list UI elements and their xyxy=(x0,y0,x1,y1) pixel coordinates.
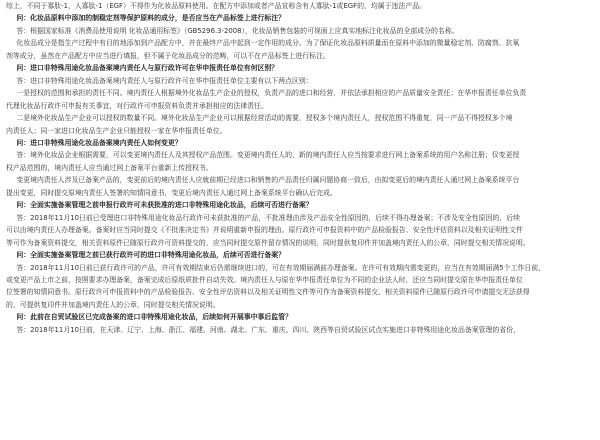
answer-line: 答：2018年11月10日前已受理进口非特殊用途化妆品行政许可未获批准的产品，不批准理由涉及产品安全性原因的，后续不得办理备案；不涉及安全性原因的，后续 xyxy=(16,213,520,222)
answer-line: 剂等成分，虽然在产品配方中应当进行填报，但不属于化妆品成分的范畴，可以不在产品标签上进行标注。 xyxy=(6,51,330,60)
answer-line: 位签署的知情同意书。原行政许可申报资料中的产品检验报告、安全性评估资料以及相关证明性文件等可作为备案资料提交，相关资料原件已随原行政许可申请提交无法获得 xyxy=(6,288,530,297)
question-line: 问：全面实施备案管理之前已获行政许可的进口非特殊用途化妆品，后续可否进行备案？ xyxy=(16,251,286,260)
answer-line: 或变更产品上市之前，按照要求办理备案，备案完成后原纸质批件自动失效。境内责任人与原在华申报责任单位为不同的企业法人时，还应当同时提交原在华申报责任单位 xyxy=(6,275,523,284)
question-line: 问：进口非特殊用途化妆品备案境内责任人如何变更？ xyxy=(16,138,182,147)
answer-line: 变更境内责任人涉及已备案产品的，变更前后的境内责任人应就前期已经进口和销售的产品责任归属问题协商一致后，由拟变更后的境内责任人通过网上备案系统平台 xyxy=(16,176,520,185)
answer-line: 答：进口非特殊用途化妆品备案境内责任人与原行政许可在华申报责任单位主要有以下两点区别： xyxy=(16,76,313,85)
answer-line: 化妆品成分是指生产过程中有目的地添加到产品配方中，并在最终产品中起到一定作用的成分。为了保证化妆品原料质量而在原料中添加的微量稳定剂、防腐剂、抗氧 xyxy=(16,39,520,48)
answer-line: 答：根据国家标准《消费品使用说明 化妆品通用标签》（GB5296.3-2008），化妆品销售包装的可视面上应真实地标注化妆品的全部成分的名称。 xyxy=(16,26,459,35)
answer-line: 一是授权的范围和承担的责任不同。境内责任人根据境外化妆品生产企业的授权，负责产品的进口和经营，并依法承担相应的产品质量安全责任；在华申报责任单位负责 xyxy=(16,89,527,98)
answer-line: 综上，不同于寡肽-1，人寡肽-1（EGF）不得作为化妆品原料使用。在配方中添加或者产品宣称含有人寡肽-1或EGF的，均属于违法产品。 xyxy=(6,2,427,10)
answer-line: 二是境外化妆品生产企业可以授权的数量不同。境外化妆品生产企业可以根据经营活动的需要，授权多个境内责任人，授权范围不得重复，同一产品不得授权多个境 xyxy=(16,114,513,123)
question-line: 问：全面实施备案管理之前申报行政许可未获批准的进口非特殊用途化妆品，后续可否进行备案？ xyxy=(16,201,313,210)
answer-line: 提出变更，同时提交原境内责任人签署的知情同意书，变更后境内责任人通过网上备案系统平台确认后完成。 xyxy=(6,188,337,197)
question-line: 问：此前在自贸试验区已完成备案的进口非特殊用途化妆品，后续如何开展事中事后监管？ xyxy=(16,313,292,322)
answer-line: 可以由境内责任人办理备案。备案时应当同时提交《不批准决定书》并说明重新申报的理由。原行政许可申报资料中的产品检验报告、安全性评估资料以及相关证明性文件 xyxy=(6,226,523,235)
answer-line: 权产品范围的，境内责任人应当通过网上备案平台重新上传授权书。 xyxy=(6,163,213,172)
answer-line: 答：2018年11月10日前，在天津、辽宁、上海、浙江、福建、河南、湖北、广东、重庆、四川、陕西等自贸试验区试点实施进口非特殊用途化妆品备案管理的省份， xyxy=(16,325,520,334)
answer-line: 代理化妆品行政许可申报有关事宜，对行政许可申报资料负责并承担相应的法律责任。 xyxy=(6,101,268,110)
answer-line: 等可作为备案资料提交，相关资料原件已随原行政许可资料提交的，应当同时提交原件留存情况的说明，同时提供复印件并加盖境内责任人的公章，同时提交相关情况说明。 xyxy=(6,238,530,247)
answer-line: 内责任人；同一家进口化妆品生产企业只能授权一家在华申报责任单位。 xyxy=(6,126,227,135)
answer-line: 答：境外化妆品企业根据需要，可以变更境内责任人及其授权产品范围。变更境内责任人的，新的境内责任人应当按要求进行网上备案系统的用户名称注册；仅变更授 xyxy=(16,151,520,160)
question-line: 问：进口非特殊用途化妆品备案境内责任人与原行政许可在华申报责任单位有何区别？ xyxy=(16,64,279,73)
question-line: 问：化妆品原料中添加的制稳定剂等保护原料的成分，是否应当在产品标签上进行标注？ xyxy=(16,14,286,23)
answer-line: 答：2018年11月10日前已获行政许可的产品，许可有效期结束后仍需继续进口的，可在有效期届满前办理备案。在许可有效期内需变更的，应当在有效期届满5个工作日前， xyxy=(16,263,546,272)
answer-line: 的，可提供复印件并加盖境内责任人的公章，同时提交相关情况说明。 xyxy=(6,300,220,309)
